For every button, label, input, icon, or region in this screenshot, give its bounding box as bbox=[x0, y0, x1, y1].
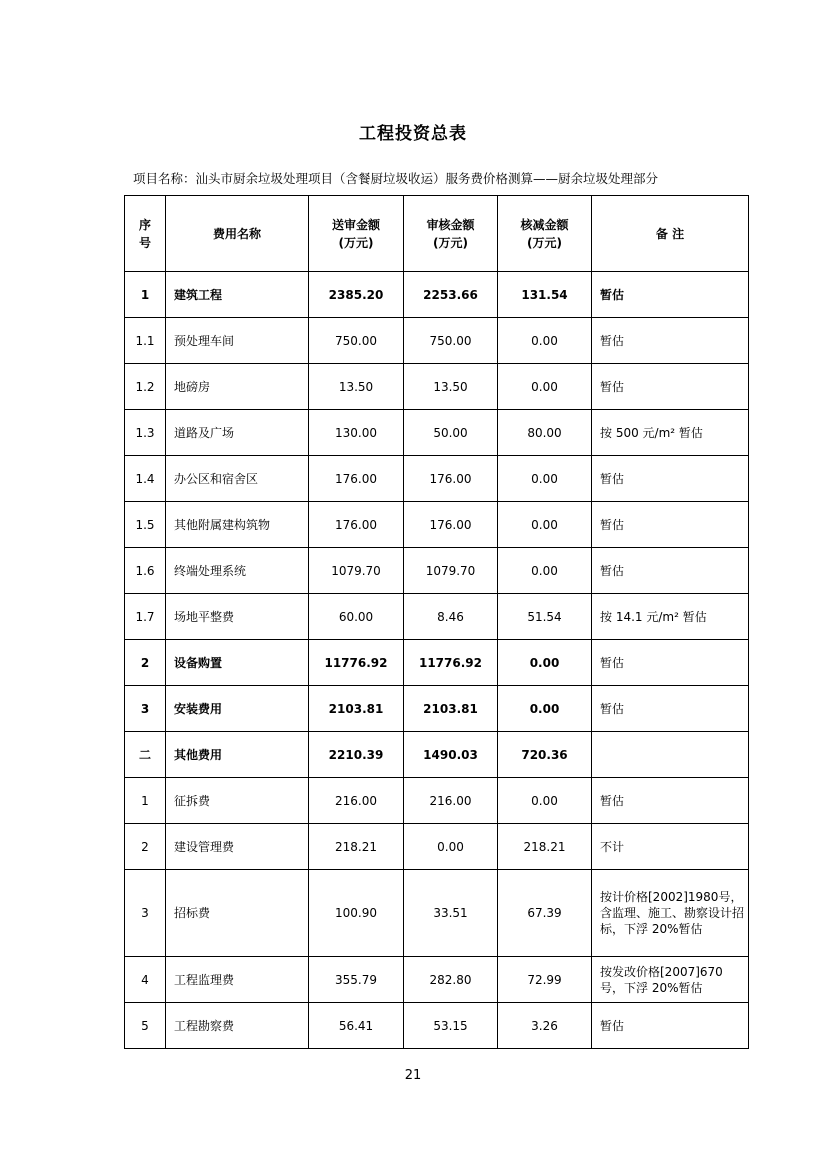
cell-seq: 1.7 bbox=[125, 594, 166, 640]
cell-submitted: 13.50 bbox=[309, 364, 404, 410]
cell-approved: 11776.92 bbox=[404, 640, 498, 686]
project-subtitle: 项目名称：汕头市厨余垃圾处理项目（含餐厨垃圾收运）服务费价格测算——厨余垃圾处理部分 bbox=[133, 171, 659, 186]
cell-submitted: 176.00 bbox=[309, 456, 404, 502]
cell-note: 按 14.1 元/m² 暂估 bbox=[592, 594, 749, 640]
cell-name: 建筑工程 bbox=[166, 272, 309, 318]
table-row bbox=[125, 686, 749, 732]
cell-name: 建设管理费 bbox=[166, 824, 309, 870]
cell-name: 其他附属建构筑物 bbox=[166, 502, 309, 548]
cell-seq: 1.4 bbox=[125, 456, 166, 502]
cell-reduced: 0.00 bbox=[498, 364, 592, 410]
cell-approved: 13.50 bbox=[404, 364, 498, 410]
cell-reduced: 0.00 bbox=[498, 640, 592, 686]
cell-reduced: 0.00 bbox=[498, 778, 592, 824]
cell-approved: 50.00 bbox=[404, 410, 498, 456]
cell-approved: 1079.70 bbox=[404, 548, 498, 594]
header-reduced: 核减金额 (万元) bbox=[498, 196, 592, 272]
cell-reduced: 80.00 bbox=[498, 410, 592, 456]
cell-submitted: 130.00 bbox=[309, 410, 404, 456]
cell-seq: 1.5 bbox=[125, 502, 166, 548]
cell-seq: 1 bbox=[125, 778, 166, 824]
cell-note: 暂估 bbox=[592, 364, 749, 410]
cell-name: 地磅房 bbox=[166, 364, 309, 410]
cell-approved: 0.00 bbox=[404, 824, 498, 870]
cell-submitted: 218.21 bbox=[309, 824, 404, 870]
cell-submitted: 2103.81 bbox=[309, 686, 404, 732]
investment-table bbox=[124, 195, 749, 1049]
cell-note: 按 500 元/m² 暂估 bbox=[592, 410, 749, 456]
cell-note bbox=[592, 732, 749, 778]
cell-name: 道路及广场 bbox=[166, 410, 309, 456]
cell-name: 工程勘察费 bbox=[166, 1003, 309, 1049]
cell-reduced: 0.00 bbox=[498, 456, 592, 502]
cell-seq: 2 bbox=[125, 640, 166, 686]
table-row bbox=[125, 1003, 749, 1049]
cell-seq: 二 bbox=[125, 732, 166, 778]
cell-approved: 2103.81 bbox=[404, 686, 498, 732]
cell-name: 安装费用 bbox=[166, 686, 309, 732]
page-title: 工程投资总表 bbox=[359, 124, 467, 144]
table-row bbox=[125, 548, 749, 594]
cell-submitted: 11776.92 bbox=[309, 640, 404, 686]
cell-note: 暂估 bbox=[592, 456, 749, 502]
cell-reduced: 3.26 bbox=[498, 1003, 592, 1049]
cell-name: 其他费用 bbox=[166, 732, 309, 778]
header-row bbox=[125, 196, 749, 272]
cell-approved: 2253.66 bbox=[404, 272, 498, 318]
cell-reduced: 0.00 bbox=[498, 548, 592, 594]
header-note: 备 注 bbox=[592, 196, 749, 272]
cell-approved: 216.00 bbox=[404, 778, 498, 824]
table-row bbox=[125, 502, 749, 548]
cell-approved: 1490.03 bbox=[404, 732, 498, 778]
cell-seq: 1.1 bbox=[125, 318, 166, 364]
cell-note: 暂估 bbox=[592, 318, 749, 364]
header-seq: 序 号 bbox=[125, 196, 166, 272]
cell-name: 场地平整费 bbox=[166, 594, 309, 640]
cell-reduced: 720.36 bbox=[498, 732, 592, 778]
cell-submitted: 355.79 bbox=[309, 957, 404, 1003]
cell-submitted: 56.41 bbox=[309, 1003, 404, 1049]
cell-submitted: 100.90 bbox=[309, 870, 404, 957]
cell-note: 暂估 bbox=[592, 640, 749, 686]
table-row bbox=[125, 456, 749, 502]
cell-submitted: 60.00 bbox=[309, 594, 404, 640]
cell-approved: 176.00 bbox=[404, 502, 498, 548]
cell-seq: 1.6 bbox=[125, 548, 166, 594]
cell-reduced: 0.00 bbox=[498, 502, 592, 548]
table-row bbox=[125, 364, 749, 410]
cell-name: 招标费 bbox=[166, 870, 309, 957]
cell-note: 按发改价格[2007]670号，下浮 20%暂估 bbox=[592, 957, 749, 1003]
cell-reduced: 51.54 bbox=[498, 594, 592, 640]
cell-seq: 1 bbox=[125, 272, 166, 318]
cell-seq: 4 bbox=[125, 957, 166, 1003]
cell-note: 暂估 bbox=[592, 778, 749, 824]
cell-name: 工程监理费 bbox=[166, 957, 309, 1003]
table-row bbox=[125, 594, 749, 640]
table-row bbox=[125, 957, 749, 1003]
cell-reduced: 67.39 bbox=[498, 870, 592, 957]
cell-note: 暂估 bbox=[592, 502, 749, 548]
cell-submitted: 176.00 bbox=[309, 502, 404, 548]
cell-note: 暂估 bbox=[592, 1003, 749, 1049]
cell-submitted: 2385.20 bbox=[309, 272, 404, 318]
cell-approved: 53.15 bbox=[404, 1003, 498, 1049]
cell-name: 办公区和宿舍区 bbox=[166, 456, 309, 502]
cell-seq: 1.2 bbox=[125, 364, 166, 410]
cell-reduced: 0.00 bbox=[498, 318, 592, 364]
cell-reduced: 0.00 bbox=[498, 686, 592, 732]
cell-submitted: 2210.39 bbox=[309, 732, 404, 778]
header-submitted: 送审金额 (万元) bbox=[309, 196, 404, 272]
cell-seq: 3 bbox=[125, 686, 166, 732]
cell-approved: 8.46 bbox=[404, 594, 498, 640]
cell-approved: 176.00 bbox=[404, 456, 498, 502]
cell-reduced: 218.21 bbox=[498, 824, 592, 870]
table-row bbox=[125, 318, 749, 364]
cell-approved: 750.00 bbox=[404, 318, 498, 364]
table-row bbox=[125, 272, 749, 318]
cell-seq: 5 bbox=[125, 1003, 166, 1049]
cell-seq: 3 bbox=[125, 870, 166, 957]
cell-reduced: 131.54 bbox=[498, 272, 592, 318]
cell-name: 终端处理系统 bbox=[166, 548, 309, 594]
table-row bbox=[125, 410, 749, 456]
table-row bbox=[125, 778, 749, 824]
table-row bbox=[125, 870, 749, 957]
cell-note: 暂估 bbox=[592, 272, 749, 318]
cell-note: 不计 bbox=[592, 824, 749, 870]
cell-note: 暂估 bbox=[592, 686, 749, 732]
cell-submitted: 750.00 bbox=[309, 318, 404, 364]
cell-name: 征拆费 bbox=[166, 778, 309, 824]
cell-note: 按计价格[2002]1980号，含监理、施工、勘察设计招标，下浮 20%暂估 bbox=[592, 870, 749, 957]
page-number: 21 bbox=[404, 1068, 422, 1083]
cell-name: 预处理车间 bbox=[166, 318, 309, 364]
cell-note: 暂估 bbox=[592, 548, 749, 594]
table-row bbox=[125, 824, 749, 870]
cell-submitted: 216.00 bbox=[309, 778, 404, 824]
cell-submitted: 1079.70 bbox=[309, 548, 404, 594]
cell-seq: 1.3 bbox=[125, 410, 166, 456]
cell-reduced: 72.99 bbox=[498, 957, 592, 1003]
cell-approved: 33.51 bbox=[404, 870, 498, 957]
table-row bbox=[125, 640, 749, 686]
header-approved: 审核金额 (万元) bbox=[404, 196, 498, 272]
table-row bbox=[125, 732, 749, 778]
cell-name: 设备购置 bbox=[166, 640, 309, 686]
cell-seq: 2 bbox=[125, 824, 166, 870]
cell-approved: 282.80 bbox=[404, 957, 498, 1003]
header-name: 费用名称 bbox=[166, 196, 309, 272]
